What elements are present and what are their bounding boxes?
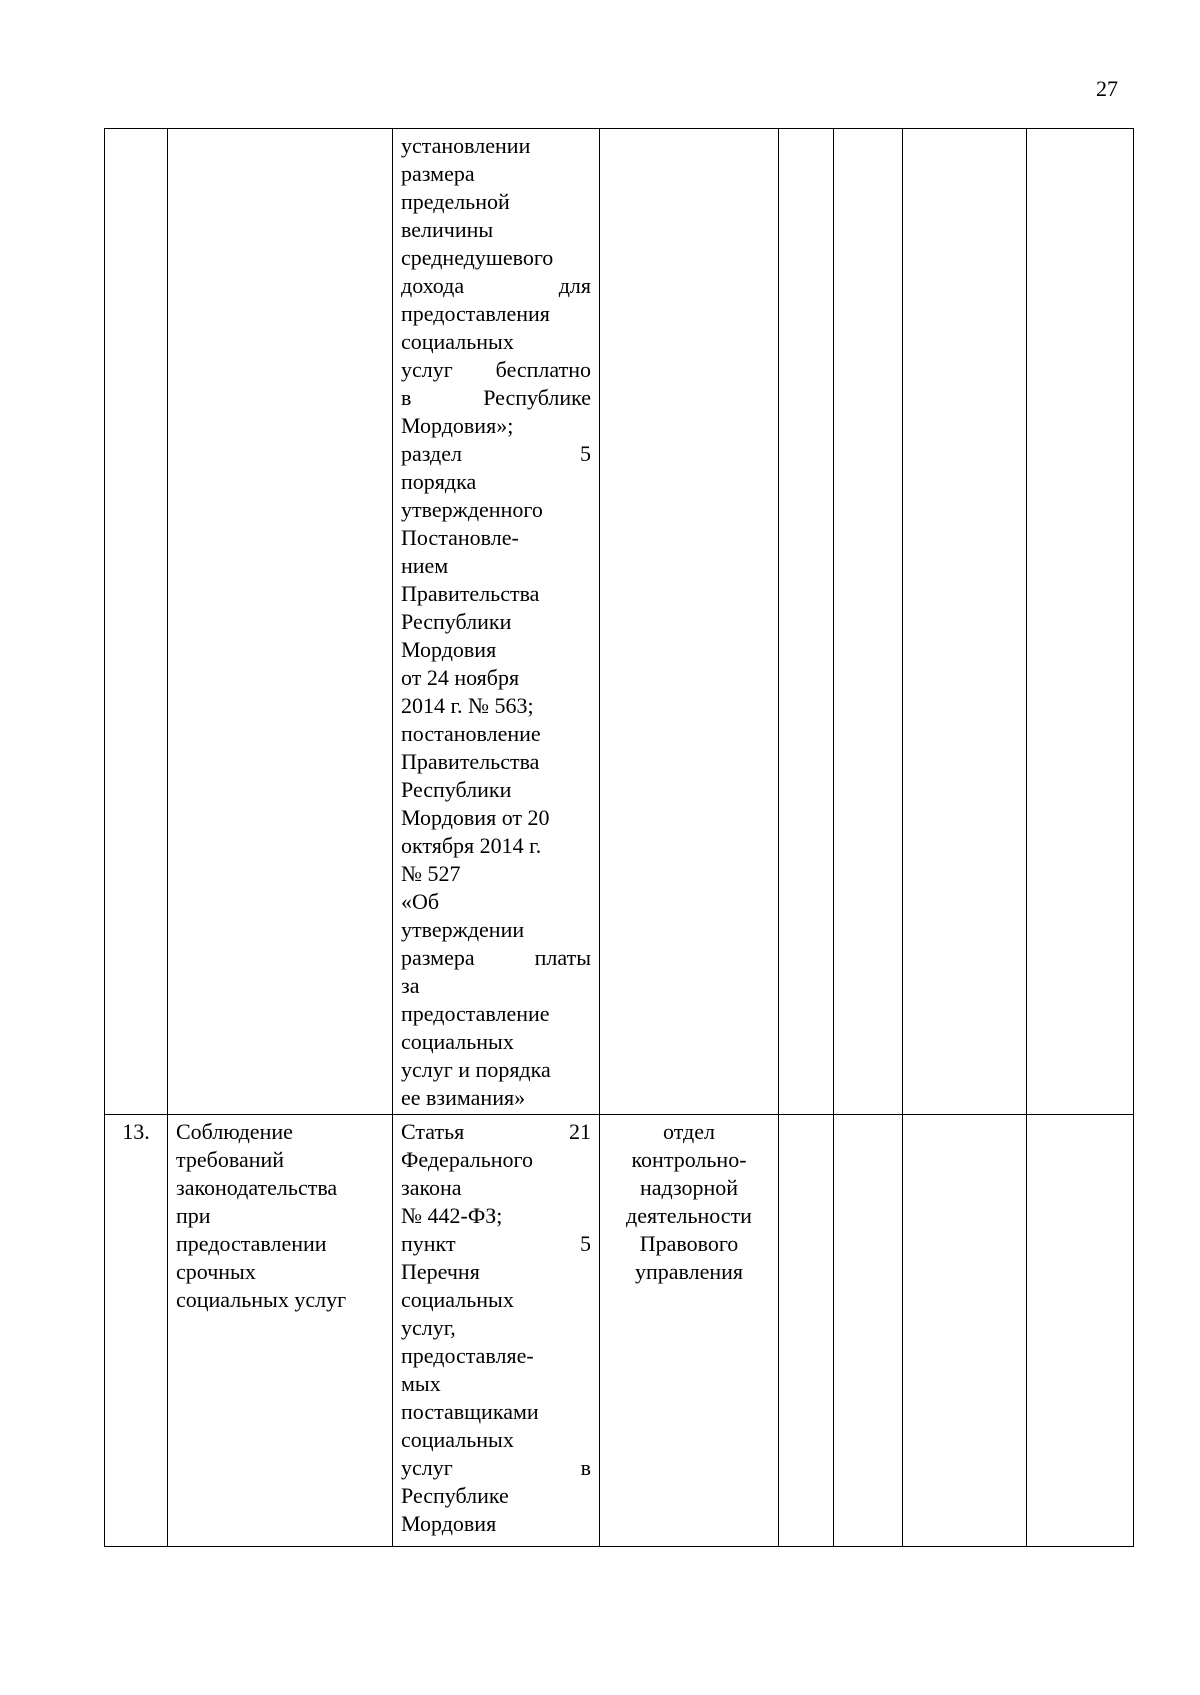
empty-cell [779,1115,834,1547]
legal-basis-line: установлении [401,133,531,158]
legal-basis-line: социальных [401,329,514,354]
legal-basis-line: № 527 [401,861,461,886]
responsible-cell [600,1115,779,1547]
legal-basis-line: мых [401,1371,441,1396]
legal-basis-word: раздел [401,441,462,466]
legal-basis-line: постановление [401,721,541,746]
legal-basis-cell [393,1115,600,1547]
requirement-line: предоставлении [176,1231,327,1256]
legal-basis-line: Мордовия [401,637,497,662]
legal-basis-line: № 442-ФЗ; [401,1203,503,1228]
empty-cell [834,129,903,1115]
legal-basis-word: Республике [483,385,591,410]
legal-basis-line: порядка [401,469,477,494]
legal-basis-word: 21 [569,1119,591,1144]
inspection-table [104,128,1134,1547]
page-number: 27 [1096,76,1118,101]
legal-basis-line: Федерального [401,1147,534,1172]
legal-basis-line: социальных [401,1287,514,1312]
legal-basis-line [401,1118,591,1146]
responsible-cell [600,129,779,1115]
requirement-line: законодательства [176,1175,338,1200]
legal-basis-word: в [580,1455,591,1480]
legal-basis-line: Республике [401,1483,509,1508]
legal-basis-word: для [558,273,591,298]
legal-basis-line: предоставляе- [401,1343,534,1368]
legal-basis-cell [393,129,600,1115]
responsible-line: Правового [639,1231,739,1256]
legal-basis-word: услуг [401,1455,453,1480]
legal-basis-word: в [401,385,412,410]
legal-basis-line: от 24 ноября [401,665,520,690]
table-row [105,1115,1134,1547]
legal-basis-word: платы [534,945,591,970]
empty-cell [834,1115,903,1547]
requirement-line: Соблюдение [176,1119,293,1144]
legal-basis-word: 5 [580,1231,591,1256]
legal-basis-word: пункт [401,1231,456,1256]
requirement-cell [168,1115,393,1547]
legal-basis-line: размера [401,161,475,186]
responsible-line: надзорной [639,1175,739,1200]
legal-basis-line: социальных [401,1029,514,1054]
legal-basis-line: утвержденного [401,497,543,522]
responsible-line: контрольно- [631,1147,747,1172]
legal-basis-line: Республики [401,609,512,634]
row-number-cell [105,129,168,1115]
empty-cell [903,1115,1027,1547]
requirement-cell [168,129,393,1115]
legal-basis-word: 5 [580,441,591,466]
legal-basis-line [401,384,591,412]
empty-cell [779,129,834,1115]
responsible-line: отдел [663,1119,715,1144]
legal-basis-line: предельной [401,189,510,214]
empty-cell [903,129,1027,1115]
legal-basis-line [401,272,591,300]
legal-basis-word: Статья [401,1119,465,1144]
responsible-line: деятельности [626,1203,752,1228]
responsible-line: управления [634,1259,744,1284]
legal-basis-line: предоставление [401,1001,550,1026]
legal-basis-line: Правительства [401,749,540,774]
legal-basis-word: услуг [401,357,453,382]
table-row [105,129,1134,1115]
legal-basis-line: утверждении [401,917,525,942]
row-number-cell: 13. [105,1115,168,1547]
legal-basis-line: услуг, [401,1315,456,1340]
legal-basis-line: Мордовия»; [401,413,514,438]
requirement-line: срочных [176,1259,256,1284]
legal-basis-word: дохода [401,273,465,298]
legal-basis-line: нием [401,553,449,578]
legal-basis-line: «Об [401,889,440,914]
requirement-line: социальных услуг [176,1287,347,1312]
legal-basis-word: размера [401,945,475,970]
legal-basis-line: октября 2014 г. [401,833,542,858]
empty-cell [1027,129,1134,1115]
legal-basis-line [401,1454,591,1482]
legal-basis-line [401,944,591,972]
requirement-line: требований [176,1147,285,1172]
legal-basis-line: ее взимания» [401,1085,526,1110]
legal-basis-line: среднедушевого [401,245,554,270]
legal-basis-line: величины [401,217,494,242]
legal-basis-line: предоставления [401,301,550,326]
legal-basis-line: Мордовия [401,1511,497,1536]
legal-basis-line: поставщиками [401,1399,539,1424]
legal-basis-line: закона [401,1175,462,1200]
legal-basis-line: услуг и порядка [401,1057,551,1082]
legal-basis-line: Постановле- [401,525,519,550]
legal-basis-word: бесплатно [495,357,591,382]
legal-basis-line: социальных [401,1427,514,1452]
requirement-line: при [176,1203,211,1228]
legal-basis-line [401,440,591,468]
legal-basis-line: Правительства [401,581,540,606]
empty-cell [1027,1115,1134,1547]
legal-basis-line [401,356,591,384]
legal-basis-line: за [401,973,420,998]
legal-basis-line: Мордовия от 20 [401,805,550,830]
legal-basis-line: Республики [401,777,512,802]
legal-basis-line: 2014 г. № 563; [401,693,534,718]
legal-basis-line [401,1230,591,1258]
legal-basis-line: Перечня [401,1259,480,1284]
